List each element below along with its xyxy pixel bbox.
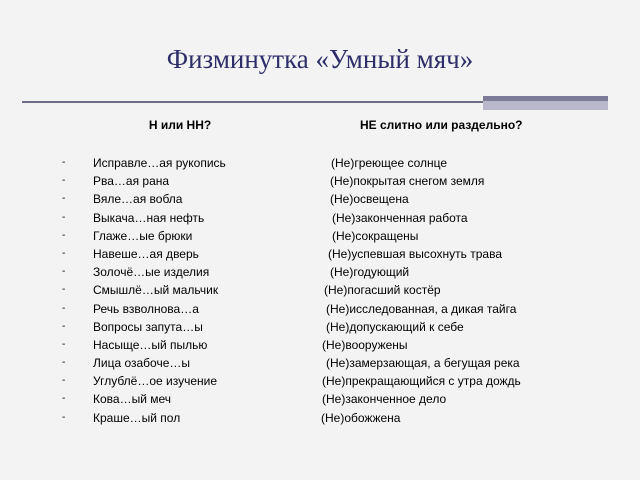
list-item-text: Углублё…ое изучение [93,374,218,389]
list-item-text: Исправле…ая рукопись [93,156,226,170]
list-item [60,263,320,281]
list-item-text: Кова…ый меч [93,392,172,407]
list-item: (Не)годующий [330,265,410,280]
bullet-icon: - [62,320,66,332]
bullet-icon: - [62,266,66,278]
list-item [60,209,320,227]
list-item [60,409,320,427]
list-item-text: Вяле…ая вобла [93,192,183,207]
bullet-icon: - [62,302,66,314]
list-item: (Не)законченная работа [332,210,468,225]
list-item [60,227,320,245]
list-item: (Не)замерзающая, а бегущая река [326,356,520,371]
list-item: (Не)успевшая высохнуть трава [328,246,503,261]
list-item [60,154,320,172]
list-item-text: Смышлё…ый мальчик [93,283,219,298]
list-item [60,190,320,208]
list-item [60,318,320,336]
bullet-icon: - [62,193,66,205]
bullet-icon: - [62,247,66,259]
list-item-text: Вопросы запута…ы [93,319,203,334]
list-item: (Не)допускающий к себе [326,319,464,334]
list-item-text: Насыще…ый пылью [93,337,208,352]
bullet-icon: - [62,393,66,405]
list-item [60,300,320,318]
list-item: (Не)исследованная, а дикая тайга [326,301,517,316]
list-item: (Не)вооружены [322,337,408,352]
list-item-text: Глаже…ые брюки [93,228,193,243]
bullet-icon: - [62,357,66,369]
list-item: (Не)прекращающийся с утра дождь [322,374,521,389]
divider-accent-light [483,101,608,110]
list-item-text: Навеше…ая дверь [93,246,199,261]
bullet-icon: - [62,411,66,423]
ne-phrase-list [320,154,620,427]
list-item: (Не)законченное дело [322,392,447,407]
bullet-icon: - [62,211,66,223]
list-item: (Не)освещена [330,192,409,207]
list-item-text: Рва…ая рана [93,174,170,189]
left-column-header: Н или НН? [148,118,212,132]
list-item: (Не)греющее солнце [331,156,448,170]
n-nn-word-list [60,154,320,427]
list-item-text: Выкача…ная нефть [93,210,205,225]
bullet-icon: - [62,338,66,350]
list-item-text: Речь взволнова…а [93,301,199,316]
list-item: (Не)обожжена [321,410,401,425]
bullet-icon: - [62,229,66,241]
list-item [60,336,320,354]
bullet-icon: - [62,375,66,387]
list-item [60,281,320,299]
list-item-text: Лица озабоче…ы [93,356,191,371]
right-column-header: НЕ слитно или раздельно? [360,118,523,132]
divider-accent [483,96,608,110]
list-item [60,372,320,390]
list-item [60,245,320,263]
list-item [60,354,320,372]
bullet-icon: - [62,157,66,168]
list-item: (Не)покрытая снегом земля [330,174,485,189]
bullet-icon: - [62,175,66,187]
list-item: (Не)погасший костёр [324,283,441,298]
list-item: (Не)сокращены [332,228,419,243]
list-item-text: Краше…ый пол [93,410,181,425]
list-item-text: Золочё…ые изделия [93,265,210,280]
slide-title: Физминутка «Умный мяч» [166,44,474,74]
list-item [60,390,320,408]
bullet-icon: - [62,284,66,296]
list-item [60,172,320,190]
